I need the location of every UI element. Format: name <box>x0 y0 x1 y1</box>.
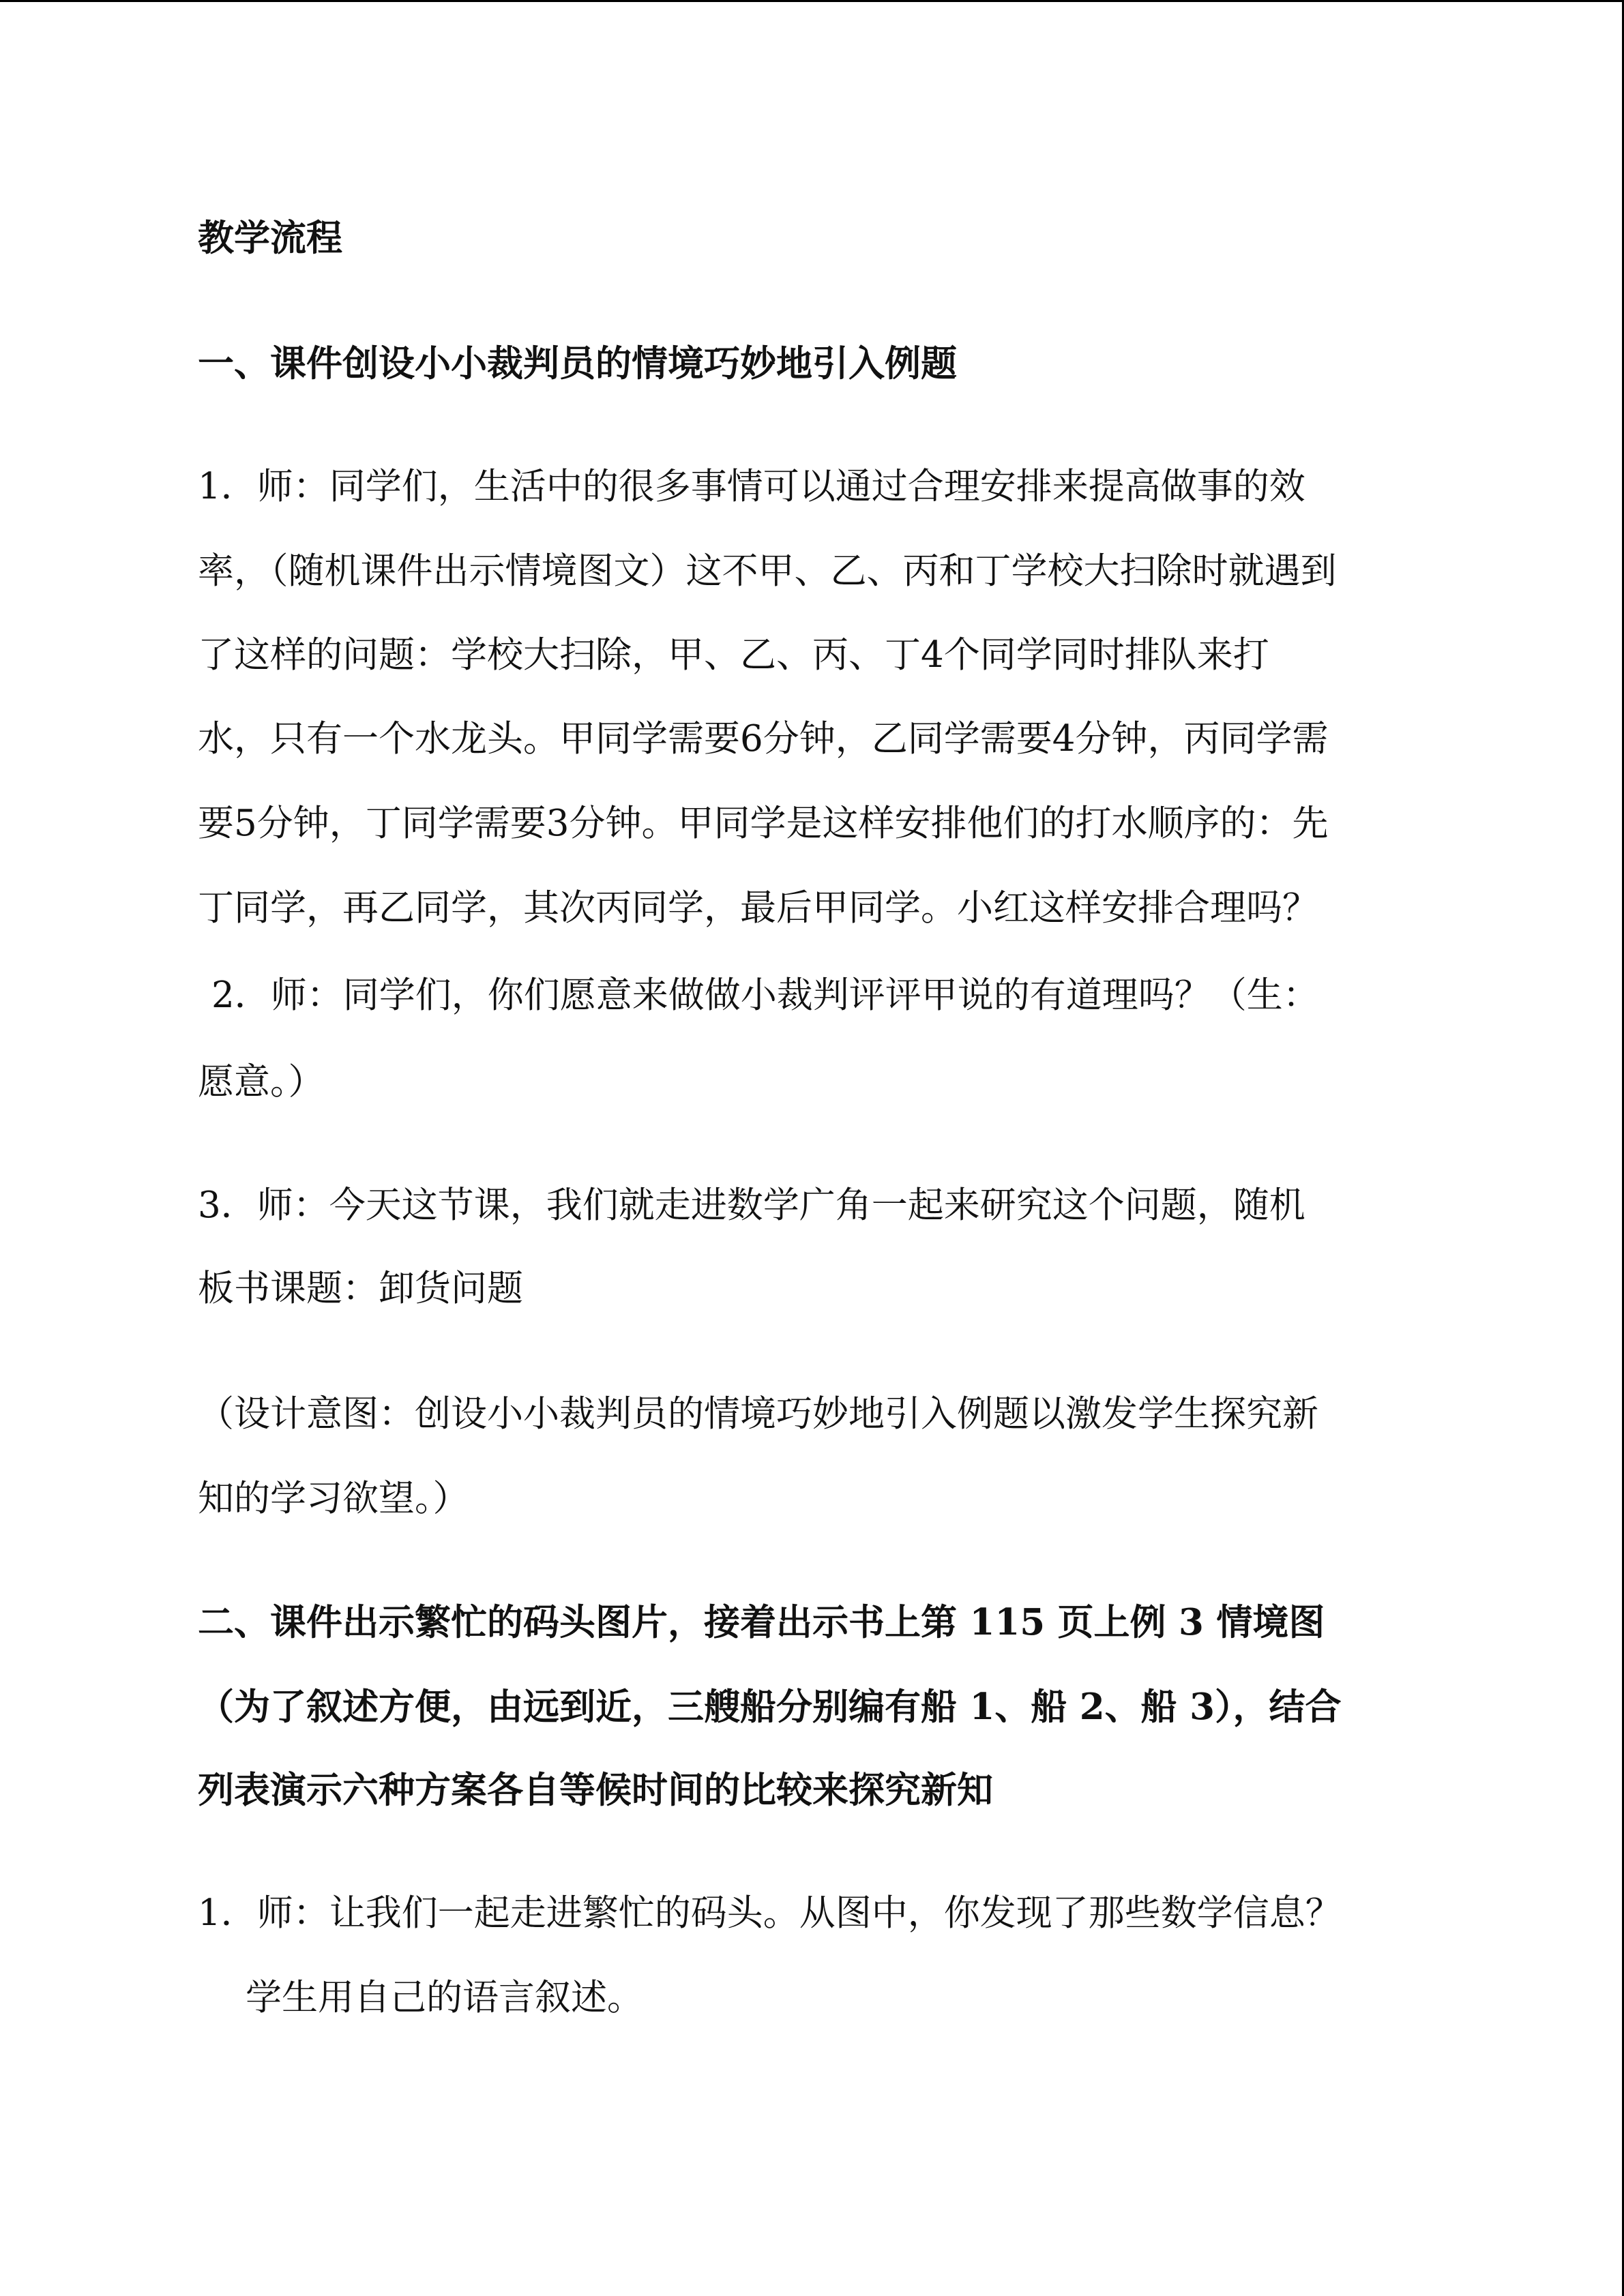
section2-heading-line1: 二、课件出示繁忙的码头图片，接着出示书上第 115 页上例 3 情境图 <box>198 1601 1325 1643</box>
section1-heading: 一、课件创设小小裁判员的情境巧妙地引入例题 <box>198 342 957 385</box>
document-title: 教学流程 <box>198 217 342 259</box>
section1-p1-line4: 水，只有一个水龙头。甲同学需要6分钟，乙同学需要4分钟，丙同学需 <box>198 718 1329 760</box>
section1-p3-line2: 板书课题：卸货问题 <box>198 1268 523 1309</box>
section2-heading-line2: （为了叙述方便，由远到近，三艘船分别编有船 1、船 2、船 3），结合 <box>198 1686 1342 1728</box>
section1-p1-line3: 了这样的问题：学校大扫除，甲、乙、丙、丁4个同学同时排队来打 <box>198 634 1269 676</box>
section1-note-line2: 知的学习欲望。） <box>198 1478 469 1519</box>
section2-heading-line3: 列表演示六种方案各自等候时间的比较来探究新知 <box>198 1769 993 1811</box>
section1-note-line1: （设计意图：创设小小裁判员的情境巧妙地引入例题以激发学生探究新 <box>198 1393 1318 1435</box>
section1-p3-line1: 3．师：今天这节课，我们就走进数学广角一起来研究这个问题，随机 <box>198 1184 1305 1226</box>
section1-p1-line1: 1．师：同学们，生活中的很多事情可以通过合理安排来提高做事的效 <box>198 466 1305 507</box>
section1-p1-line2: 率，（随机课件出示情境图文）这不甲、乙、丙和丁学校大扫除时就遇到 <box>198 550 1337 592</box>
section1-p1-line6: 丁同学，再乙同学，其次丙同学，最后甲同学。小红这样安排合理吗？ <box>198 887 1318 929</box>
section1-p2-line1: 2．师：同学们，你们愿意来做做小裁判评评甲说的有道理吗？（生： <box>211 974 1319 1016</box>
section1-p2-line2: 愿意。） <box>198 1061 325 1103</box>
section2-p1-line1: 1．师：让我们一起走进繁忙的码头。从图中，你发现了那些数学信息？ <box>198 1892 1342 1934</box>
section1-p1-line5: 要5分钟，丁同学需要3分钟。甲同学是这样安排他们的打水顺序的：先 <box>198 803 1329 844</box>
section2-p1-line2: 学生用自己的语言叙述。 <box>246 1977 643 2018</box>
